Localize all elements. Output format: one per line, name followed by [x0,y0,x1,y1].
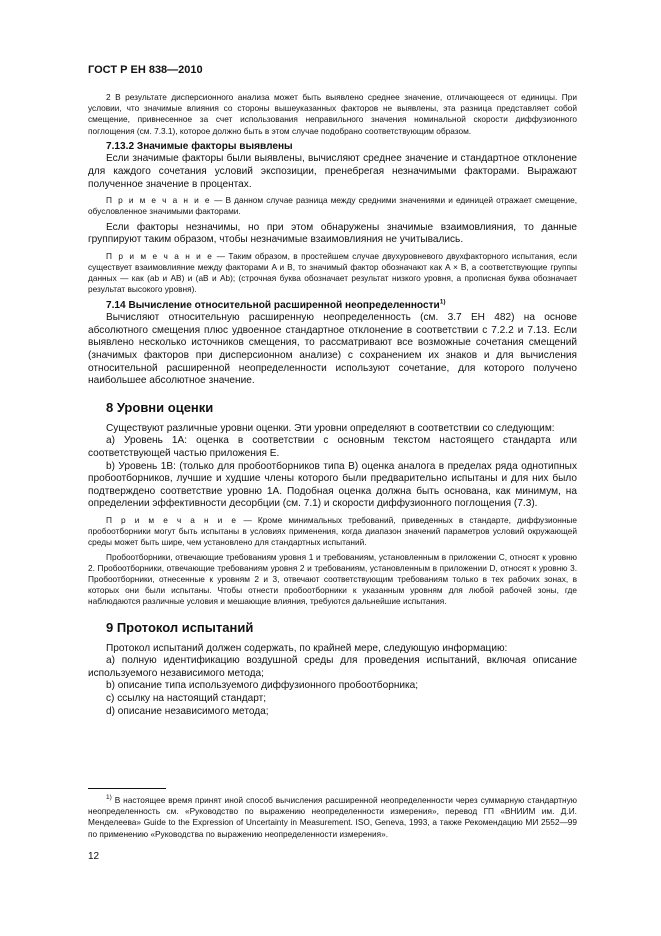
body-paragraph-small: Пробоотборники, отвечающие требованиям уровня 1 и требованиям, установленным в приложении C, относят к уровню 2. Пробоотборники, отвечающие требованиям уровня 2 и требованиям, установленным в приложении D, относят к уровню 3. Пробоотборники, отнесенные к уровням 2 и 3, отвечают соответствующим требованиям только в тех рабочих зонах, в которых они были испытаны. Чтобы отнести пробоотборники к указанным уровням для любой рабочей зоны, где наблюдаются различные условия и мешающие влияния, требуются дальнейшие испытания. [88,551,577,607]
note-paragraph [88,251,577,296]
document-header: ГОСТ Р ЕН 838—2010 [88,64,203,76]
chapter-heading: 9 Протокол испытаний [106,619,254,635]
body-paragraph: Если факторы незначимы, но при этом обнаружены значимые взаимовлияния, то данные группируют таким образом, чтобы незначимые взаимовлияния не учитывались. [88,221,577,246]
section-heading [88,300,577,313]
note-label: П р и м е ч а н и е [106,250,214,261]
list-item: d) описание независимого метода; [106,705,269,717]
list-item: a) полную идентификацию воздушной среды для проведения испытаний, включая описание используемого независимого метода; [88,655,577,679]
footnote-ref: 1) [439,298,446,306]
note-paragraph: 2 В результате дисперсионного анализа может быть выявлено среднее значение, отличающееся от единицы. При условии, что значимые влияния со стороны вышеуказанных факторов не выявлены, эта разница представляет собой смещение, привнесенное за счет использования неправильного значения номинальной скорости диффузионного поглощения (см. 7.3.1), которое должно быть в этом случае подобрано соответствующим образом. [88,92,577,136]
body-paragraph: Если значимые факторы были выявлены, вычисляют среднее значение и стандартное отклонение для каждого сочетания условий экспозиции, пренебрегая незначимыми факторами. Выражают полученное значение в процентах. [88,153,577,190]
footnote-mark: 1) [106,794,112,802]
note-paragraph [88,195,577,217]
list-item: b) Уровень 1B: (только для пробоотборников типа B) оценка аналога в пределах ряда однотипных пробоотборников, лучшие и худшие члены которого были предварительно испытаны и для них было подтверждено соответствие уровню 1A. Подобная оценка должна быть основана, как минимум, на определении эффективности десорбции (см. 7.1) и скорости диффузионного поглощения (7.3). [88,460,577,510]
footnote [88,795,577,840]
chapter-heading: 8 Уровни оценки [106,399,214,415]
footnote-text [88,795,577,840]
list-item: a) Уровень 1A: оценка в соответствии с основным текстом настоящего стандарта или соответствующей частью приложения E. [88,435,577,459]
note-text: — Таким образом, в простейшем случае двухуровневого двухфакторного испытания, если существует взаимовлияние между факторами A и B, то значимый фактор обозначают как A × B, а соответствующие группы данных — как (ab и AB) и (aB и Ab); (строчная буква обозначает результат низкого уровня, а прописная буква обозначает результат высокого уровня). [88,250,577,295]
list-item: b) описание типа используемого диффузионного пробоотборника; [106,680,419,692]
note-label: П р и м е ч а н и е [106,195,211,206]
note-paragraph [88,515,577,549]
footnote-body: В настоящее время принят иной способ вычисления расширенной неопределенности через суммарную стандартную неопределенность см. «Руководство по выражению неопределенности измерения», перевод ГП «ВНИИМ им. Д.И. Менделеева» Guide to the Expression of Uncertainty in Measurement. ISO, Geneva, 1993, а также Рекомендацию МИ 2552—99 по применению «Руководства по выражению неопределенности измерения». [88,795,577,839]
section-heading: 7.13.2 Значимые факторы выявлены [106,140,293,152]
page-number: 12 [88,851,100,862]
list-item: c) ссылку на настоящий стандарт; [106,692,267,704]
body-paragraph: Вычисляют относительную расширенную неопределенность (см. 3.7 ЕН 482) на основе абсолютного смещения плюс удвоенное стандартное отклонение в соответствии с 7.2.2 и 7.13. Если выявлено несколько источников смещения, то рассматривают все возможные сочетания смещений (значимых факторов при дисперсионном анализе) с сохранением их знаков и для вычисления относительной расширенной неопределенности используют сочетание, для которого получено наибольшее абсолютное значение. [88,312,577,387]
main-content [88,92,577,718]
footnote-separator [88,788,166,789]
note-text: — Кроме минимальных требований, приведенных в стандарте, диффузионные пробоотборники могут быть испытаны в условиях применения, когда диапазон значений параметров условий окружающей среды может быть шире, чем установлено для стандартных испытаний. [88,514,577,548]
note-label: П р и м е ч а н и е [106,514,238,525]
section-heading-text: 7.14 Вычисление относительной расширенной неопределенности [106,299,440,311]
note-text: — В данном случае разница между средними значениями и единицей отражает смещение, обусловленное значимыми факторами. [88,195,578,217]
body-paragraph: Протокол испытаний должен содержать, по крайней мере, следующую информацию: [106,642,508,654]
body-paragraph: Существуют различные уровни оценки. Эти уровни определяют в соответствии со следующим: [106,422,555,434]
